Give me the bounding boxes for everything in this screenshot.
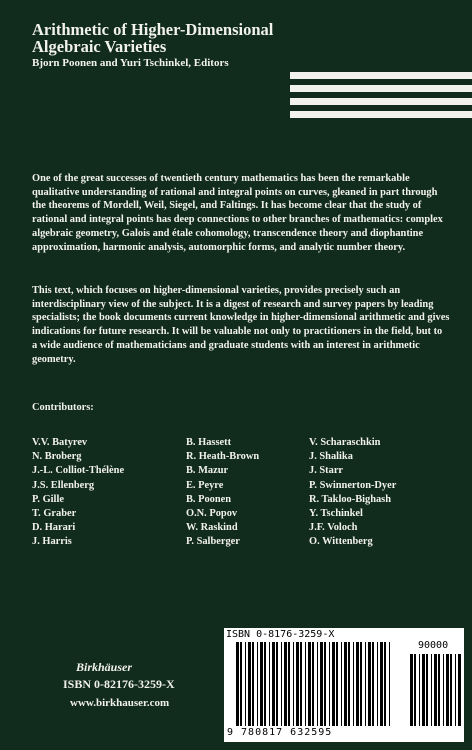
barcode-bar [284,642,287,726]
barcode-bar [458,654,461,726]
barcode-bar [446,654,449,726]
description-paragraph-1: One of the great successes of twentieth century mathematics has been the remarkable qualitative understanding of rational and integral points on curves, gleaned in part through the theorems of Mordell, Weil, Siegel, and Faltings. It has become clear that the study of rational and integral points has deep connections to other branches of mathematics: complex algebraic geometry, Galois and étale cohomology, transcendence theory and diophantine approximation, harmonic analysis, automorphic forms, and analytic number theory. [32,173,443,253]
publisher-name: Birkhäuser [76,660,133,674]
decorative-stripe [290,72,472,79]
barcode-bar [245,642,246,726]
barcode-bar [419,654,420,726]
contributors-column-3 [309,436,396,550]
barcode-bar [344,642,347,726]
barcode-addon-digits: 90000 [418,640,449,651]
barcode-bar [332,642,335,726]
contributor-name: J.F. Voloch [309,522,358,534]
barcode-bar [341,642,342,726]
isbn-text: ISBN 0-82176-3259-X [63,677,175,691]
contributor-name: P. Swinnerton-Dyer [309,479,397,491]
barcode-bar [368,642,371,726]
barcode-bar [348,642,350,726]
barcode-bar [308,642,311,726]
barcode-bar [455,654,456,726]
barcode-bar [305,642,306,726]
contributor-name: V. Scharaschkin [309,437,381,448]
barcode-bar [360,642,362,726]
barcode-bar [272,642,275,726]
barcode-bar [426,654,428,726]
contributor-name: J.-L. Colliot-Thélène [32,465,125,477]
barcode-bar [300,642,302,726]
contributors-column-2 [186,436,259,550]
contributor-name: V.V. Batyrev [32,437,88,448]
barcode-bar [281,642,282,726]
barcode-bar [356,642,359,726]
barcode-bar [260,642,263,726]
barcode-bar [410,654,413,726]
contributor-name: J.S. Ellenberg [32,479,95,491]
barcode-bar [269,642,270,726]
barcode-bar [422,654,425,726]
contributor-name: O.N. Popov [186,508,238,520]
barcode-bar [240,642,242,726]
contributor-name: B. Poonen [186,493,232,505]
barcode-bar [324,642,326,726]
decorative-stripe [290,85,472,92]
contributor-name: B. Hassett [186,437,232,448]
contributor-name: R. Heath-Brown [186,451,260,463]
barcode-bar [252,642,254,726]
barcode-bar [312,642,314,726]
book-title: Arithmetic of Higher-Dimensional Algebraic Varieties [32,20,274,56]
barcode-bar [236,642,239,726]
barcode-bar [288,642,290,726]
barcode-bar [293,642,294,726]
barcode-bar [336,642,338,726]
barcode-ean-digits: 9 780817 632595 [227,727,333,738]
barcode-bar [384,642,386,726]
barcode-bar [329,642,330,726]
barcode-bar [365,642,366,726]
description-paragraph-2: This text, which focuses on higher-dimensional varieties, provides precisely such an interdisciplinary view of the subject. It is a digest of research and survey papers by leading specialists; the book documents current knowledge in higher-dimensional arithmetic and gives indications for future research. It will be valuable not only to practitioners in the field, but to a wide audience of mathematicians and graduate students with an interest in arithmetic geometry. [32,285,450,365]
barcode-bar [431,654,432,726]
barcode-bar [389,642,390,726]
book-editors: Bjorn Poonen and Yuri Tschinkel, Editors [32,57,229,69]
barcode-bar [443,654,444,726]
contributor-name: D. Harari [32,522,76,534]
barcode-bar [248,642,251,726]
contributor-name: W. Raskind [186,522,238,534]
contributors-heading: Contributors: [32,402,94,413]
contributor-name: P. Gille [32,493,64,505]
barcode-bar [276,642,278,726]
contributor-name: B. Mazur [186,465,229,477]
barcode-bar [380,642,383,726]
contributor-name: J. Shalika [309,451,353,463]
contributor-name: N. Broberg [32,451,82,463]
contributors-column-1 [32,436,124,550]
publisher-website: www.birkhauser.com [70,697,170,709]
barcode-bar [450,654,452,726]
barcode-panel [224,628,464,742]
contributor-name: E. Peyre [186,479,224,491]
contributor-name: Y. Tschinkel [309,508,363,520]
decorative-stripe [290,98,472,105]
contributor-name: J. Starr [309,465,344,477]
barcode-bar [414,654,416,726]
barcode-bar [372,642,374,726]
contributor-name: O. Wittenberg [309,536,373,548]
barcode-bar [320,642,323,726]
contributor-name: T. Graber [32,508,77,520]
contributor-name: P. Salberger [186,536,240,548]
barcode-bar [377,642,378,726]
barcode-bar [438,654,440,726]
barcode-isbn-label: ISBN 0-8176-3259-X [226,629,335,640]
decorative-stripe [290,111,472,118]
contributor-name: J. Harris [32,536,72,548]
barcode-bar [257,642,258,726]
barcode-bar [353,642,354,726]
barcode-bar [434,654,437,726]
contributor-name: R. Takloo-Bighash [309,493,392,505]
barcode-bar [296,642,299,726]
barcode-bar [264,642,266,726]
barcode-bar [317,642,318,726]
